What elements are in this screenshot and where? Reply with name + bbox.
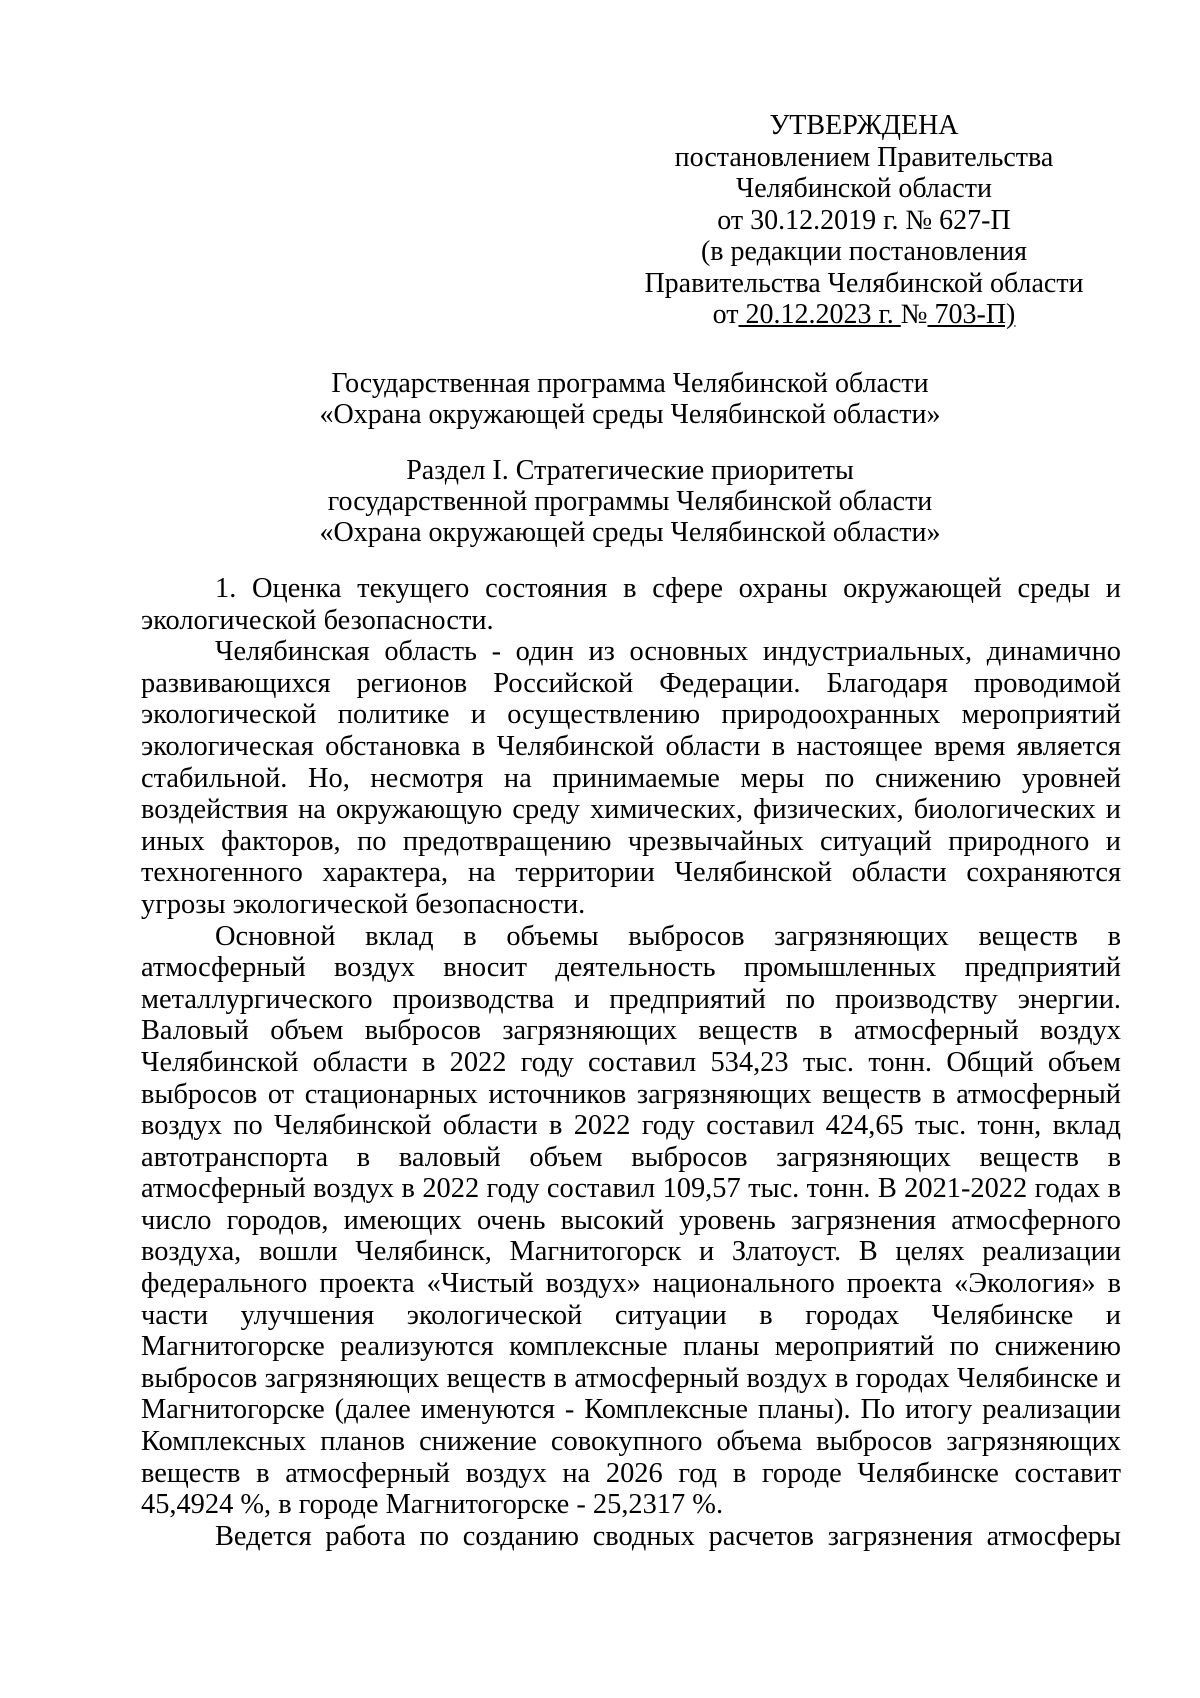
program-title-line: «Охрана окружающей среды Челябинской области» xyxy=(319,399,941,430)
paragraph-emissions: Основной вклад в объемы выбросов загрязняющих веществ в атмосферный воздух вносит деятельность промышленных предприятий металлургического производства и предприятий по производству энергии. Валовый объем выбросов загрязняющих веществ в атмосферный воздух Челябинской области в 2022 году составил 534,23 тыс. тонн. Общий объем выбросов от стационарных источников загрязняющих веществ в атмосферный воздух по Челябинской области в 2022 году составил 424,65 тыс. тонн, вклад автотранспорта в валовый объем выбросов загрязняющих веществ в атмосферный воздух в 2022 году составил 109,57 тыс. тонн. В 2021-2022 годах в число городов, имеющих очень высокий уровень загрязнения атмосферного воздуха, вошли Челябинск, Магнитогорск и Златоуст. В целях реализации федерального проекта «Чистый воздух» национального проекта «Экология» в части улучшения экологической ситуации в городах Челябинске и Магнитогорске реализуются комплексные планы мероприятий по снижению выбросов загрязняющих веществ в атмосферный воздух в городах Челябинске и Магнитогорске (далее именуются - Комплексные планы). По итогу реализации Комплексных планов снижение совокупного объема выбросов загрязняющих веществ в атмосферный воздух на 2026 год в городе Челябинске составит 45,4924 %, в городе Магнитогорске - 25,2317 %. xyxy=(141,920,1121,1521)
section-title-line: государственной программы Челябинской области xyxy=(327,486,933,517)
section-title-line: Раздел I. Стратегические приоритеты xyxy=(406,455,854,486)
number-sign: № xyxy=(900,299,928,330)
paragraph-region-overview: Челябинская область - один из основных индустриальных, динамично развивающихся регионов Российской Федерации. Благодаря проводимой экологической политике и осуществлению природоохранных мероприятий экологическая обстановка в Челябинской области в настоящее время является стабильной. Но, несмотря на принимаемые меры по снижению уровней воздействия на окружающую среду химических, физических, биологических и иных факторов, по предотвращению чрезвычайных ситуаций природного и техногенного характера, на территории Челябинской области сохраняются угрозы экологической безопасности. xyxy=(141,636,1121,920)
section-title-line: «Охрана окружающей среды Челябинской области» xyxy=(319,517,941,548)
approval-line: Челябинской области xyxy=(736,173,992,204)
program-title xyxy=(140,368,1120,430)
paragraph-calculations: Ведется работа по созданию сводных расчетов загрязнения атмосферы xyxy=(215,1520,1121,1552)
paragraph-assessment: 1. Оценка текущего состояния в сфере охраны окружающей среды и экологической безопасности. xyxy=(141,573,1121,636)
approval-line: Правительства Челябинской области xyxy=(644,267,1084,299)
approval-line: от 30.12.2019 г. № 627-П xyxy=(717,204,1011,236)
approval-heading: УТВЕРЖДЕНА xyxy=(769,110,959,141)
program-title-line: Государственная программа Челябинской области xyxy=(331,368,929,399)
document-body xyxy=(141,573,1121,1552)
section-title xyxy=(140,455,1120,548)
amendment-date: 20.12.2023 г. xyxy=(738,299,901,330)
approval-prefix: от xyxy=(712,299,739,330)
approval-line: (в редакции постановления xyxy=(700,236,1028,267)
approval-line: постановлением Правительства xyxy=(674,141,1054,173)
amendment-number: 703-П) xyxy=(927,299,1016,330)
approval-amendment-line xyxy=(634,299,1094,331)
approval-stamp xyxy=(634,110,1094,331)
